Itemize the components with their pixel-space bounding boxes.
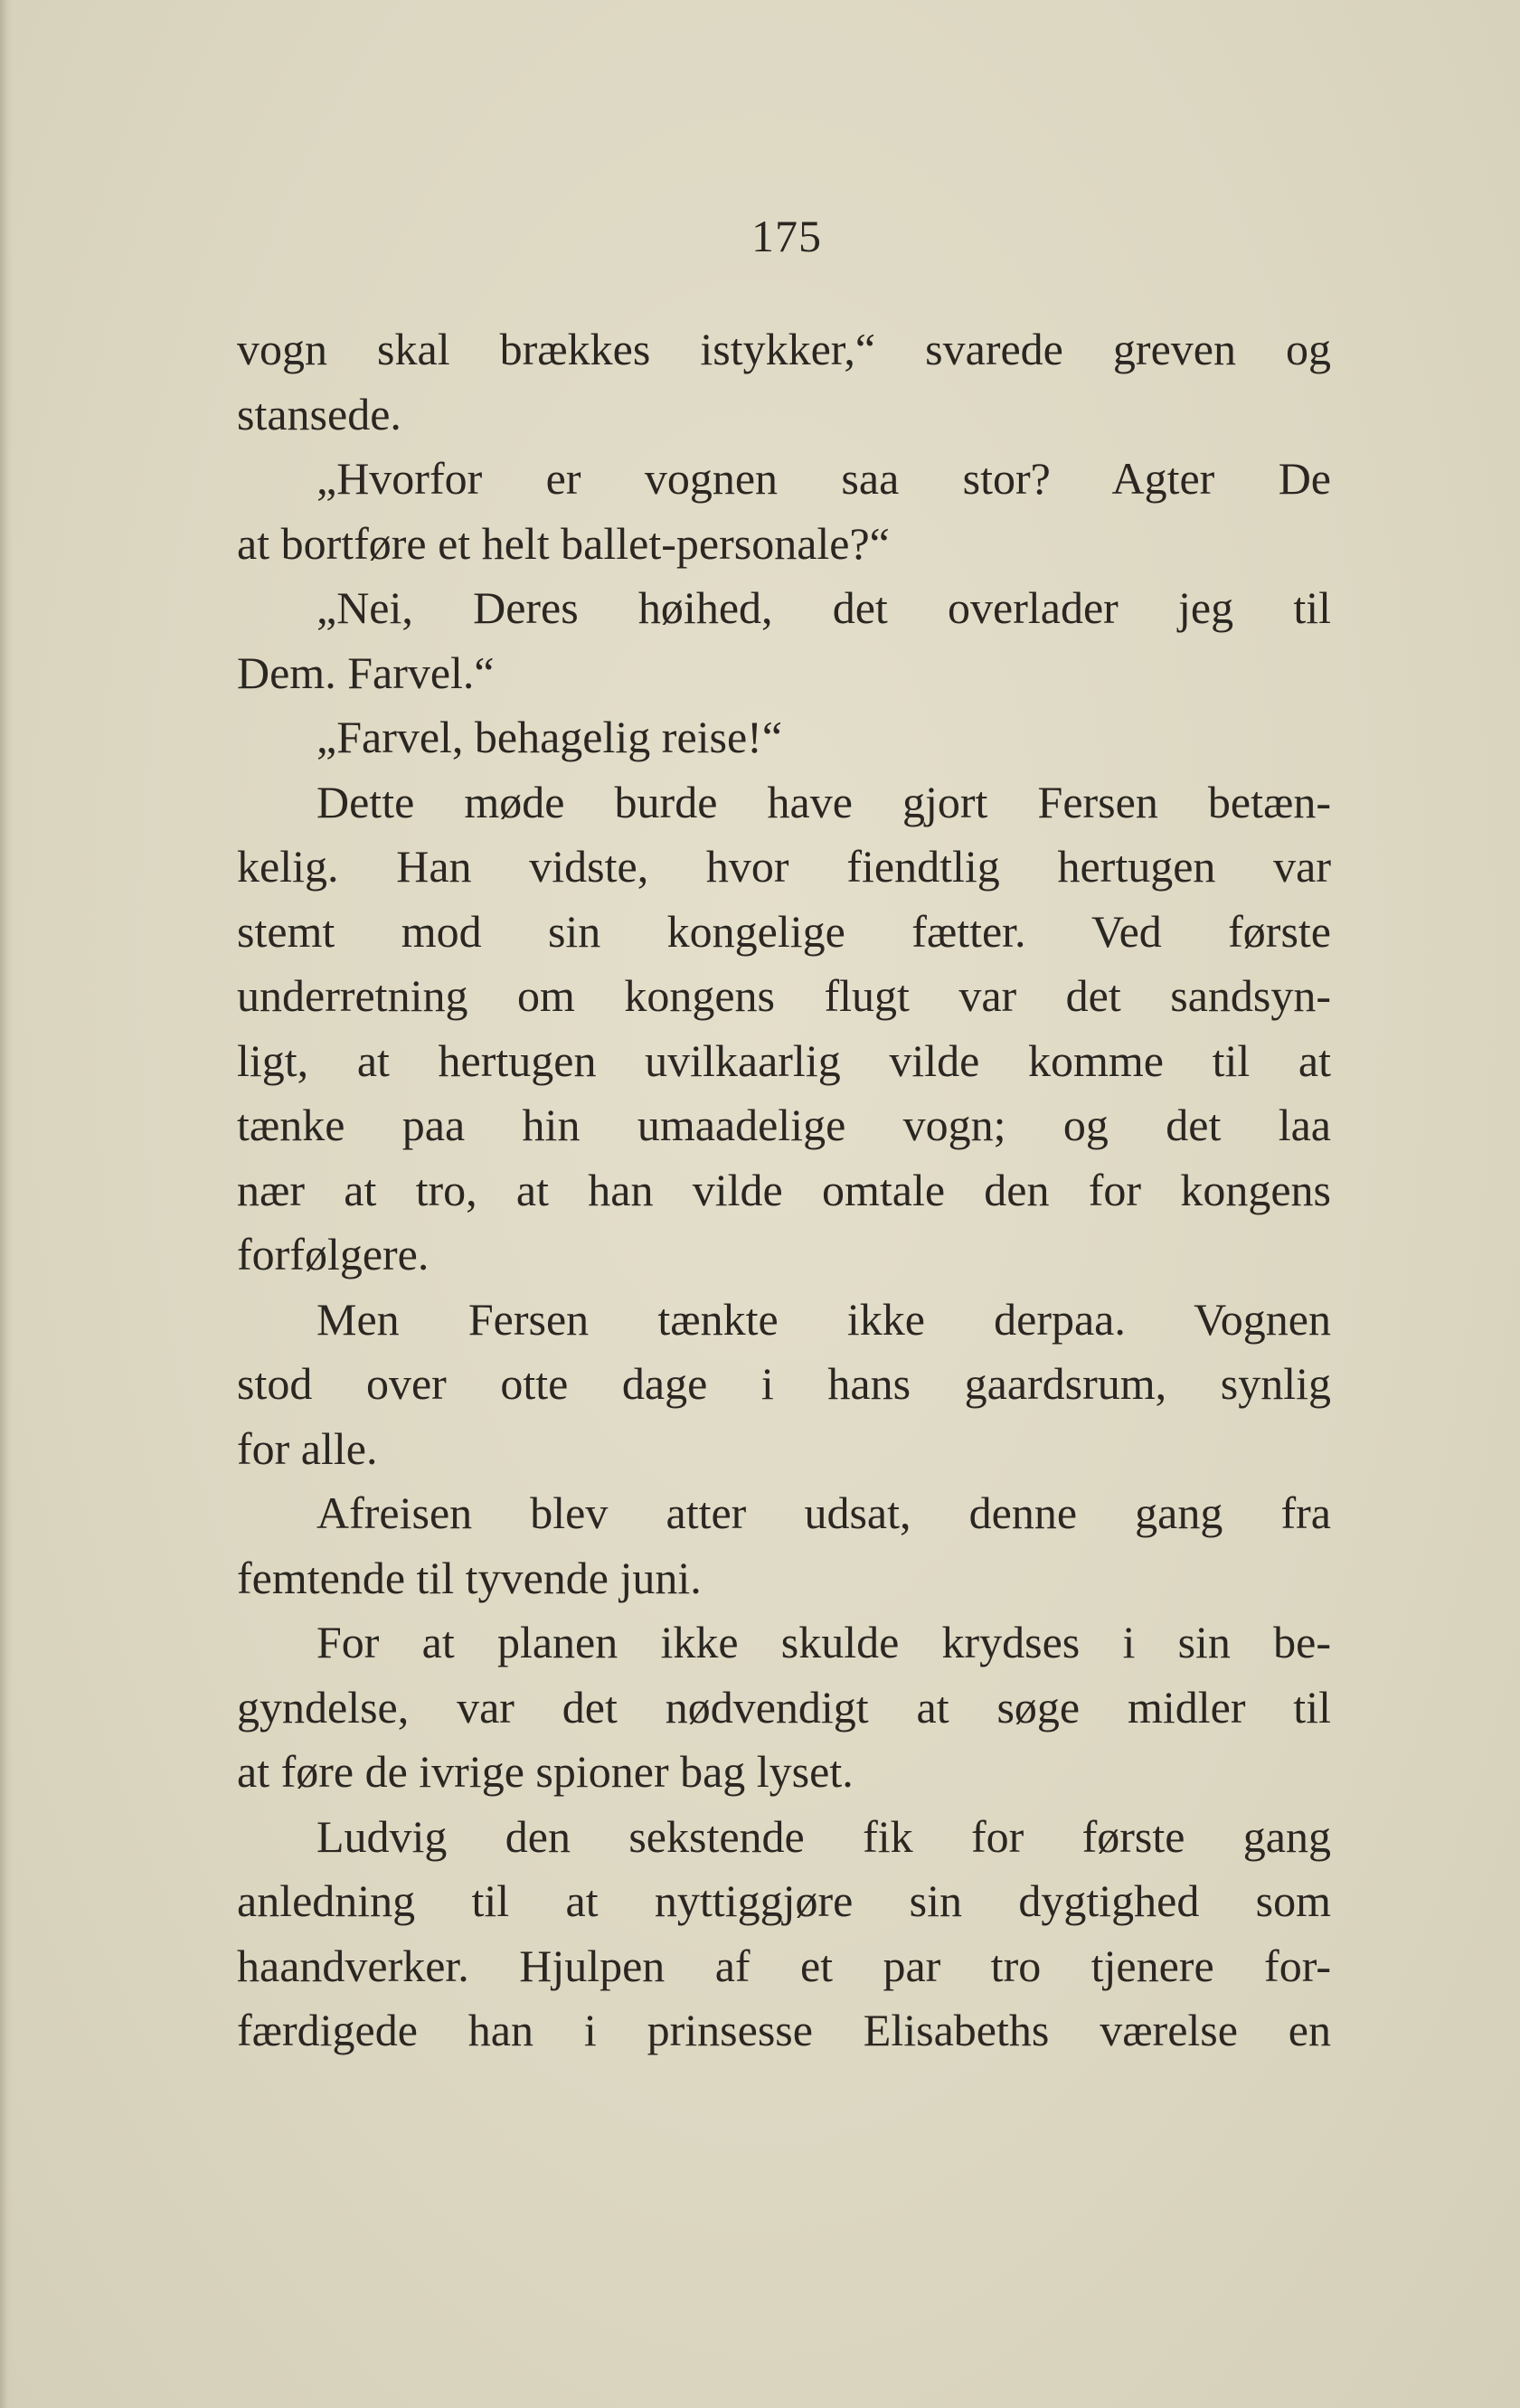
text-line: gyndelse, var det nødvendigt at søge midler til — [237, 1681, 1331, 1733]
text-line: kelig. Han vidste, hvor fiendtlig hertugen var — [237, 841, 1331, 892]
text-line: vogn skal brækkes istykker,“ svarede greven og — [237, 324, 1331, 374]
text-line: at bortføre et helt ballet-personale?“ — [237, 517, 890, 569]
text-line: for alle. — [237, 1422, 378, 1474]
text-line: ligt, at hertugen uvilkaarlig vilde komme til at — [237, 1034, 1331, 1086]
text-line: haandverker. Hjulpen af et par tro tjenere for- — [237, 1940, 1331, 1991]
body-text — [237, 317, 1331, 2063]
text-line: Ludvig den sekstende fik for første gang — [316, 1810, 1331, 1862]
text-line: Dem. Farvel.“ — [237, 647, 495, 698]
text-line: „Hvorfor er vognen saa stor? Agter De — [316, 453, 1331, 504]
text-line: underretning om kongens flugt var det sandsyn- — [237, 970, 1331, 1021]
text-line: nær at tro, at han vilde omtale den for kongens — [237, 1164, 1331, 1215]
text-line: stansede. — [237, 388, 401, 439]
text-line: stemt mod sin kongelige fætter. Ved første — [237, 905, 1331, 957]
text-line: femtende til tyvende juni. — [237, 1552, 702, 1603]
text-line: at føre de ivrige spioner bag lyset. — [237, 1746, 854, 1797]
text-line: „Farvel, behagelig reise!“ — [316, 712, 783, 762]
text-line: stod over otte dage i hans gaardsrum, synlig — [237, 1358, 1331, 1409]
text-line: For at planen ikke skulde krydses i sin be- — [316, 1617, 1331, 1667]
page-number: 175 — [751, 211, 822, 261]
text-line: „Nei, Deres høihed, det overlader jeg til — [316, 582, 1331, 633]
text-line: færdigede han i prinsesse Elisabeths værelse en — [237, 2005, 1331, 2055]
text-line: Afreisen blev atter udsat, denne gang fra — [316, 1487, 1331, 1538]
text-line: tænke paa hin umaadelige vogn; og det laa — [237, 1100, 1331, 1150]
page-binding-edge — [0, 0, 13, 2408]
text-line: Dette møde burde have gjort Fersen betæn- — [316, 776, 1331, 827]
text-line: Men Fersen tænkte ikke derpaa. Vognen — [316, 1293, 1331, 1345]
text-line: anledning til at nyttiggjøre sin dygtighed som — [237, 1875, 1331, 1926]
text-line: forfølgere. — [237, 1229, 430, 1280]
